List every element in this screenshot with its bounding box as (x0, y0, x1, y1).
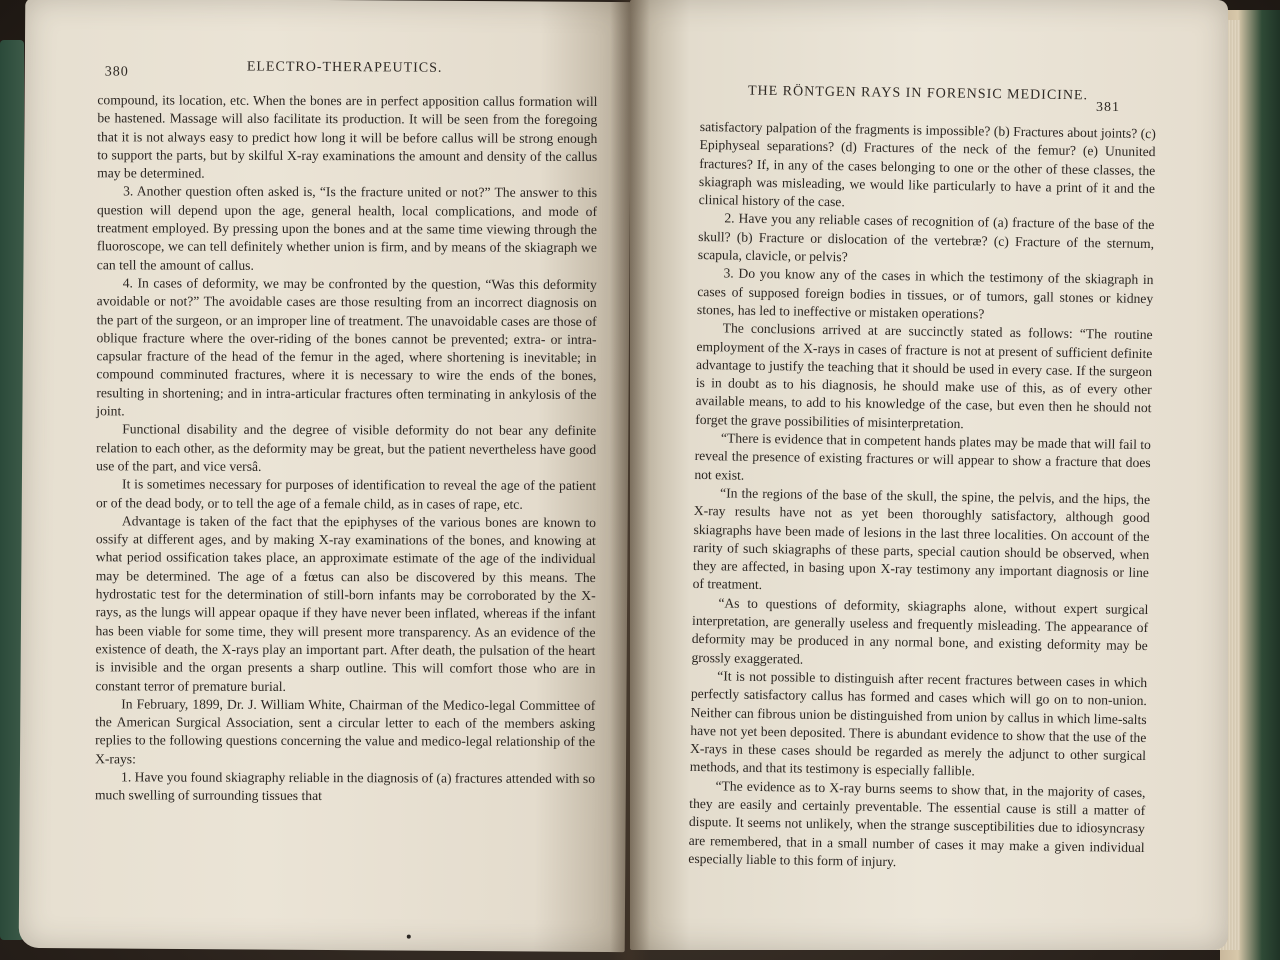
right-paragraph-5: “There is evidence that in competent hands plates may be made that will fail to reveal the presence of existing fractures or will appear to show a fracture that does not exist. (694, 430, 1152, 483)
right-paragraph-1: satisfactory palpation of the fragments is impossible? (b) Fractures about joints? (c) Epiphyseal separations? (d) Fractures of the neck of the femur? (e) Ununited fractures? If, in any of the cases belonging to one or the other of these classes, the skiagraph was misleading, we would like particularly to have a print of it and the clinical history of the case. (698, 118, 1156, 210)
right-paragraph-8: “It is not possible to distinguish after recent fractures between cases in which perfectly satisfactory callus has formed and cases which will go on to non-union. Neither can fibrous union be distinguished from union by callus in which lime-salts have not yet been deposited. There is abundant evidence to show that the use of the X-rays in these cases should be regarded as merely the adjunct to other surgical methods, and that its testimony is especially fallible. (689, 668, 1148, 779)
right-running-head: THE RÖNTGEN RAYS IN FORENSIC MEDICINE. (747, 83, 1089, 104)
right-paragraph-7: “As to questions of deformity, skiagraphs alone, without expert surgical interpretation, are generally useless and frequently misleading. The appearance of deformity may be produced in any normal bone, and existing deformity may be grossly exaggerated. (691, 595, 1149, 667)
left-paragraph-4: Functional disability and the degree of visible deformity do not bear any definite relation to each other, as the deformity may be great, but the patient nevertheless have good use of the part, and vice versâ. (96, 421, 597, 474)
left-paragraph-1: compound, its location, etc. When the bones are in perfect apposition callus formation will be hastened. Massage will also facilitate its production. It will be seen from the foregoing that it is not always easy to predict how long it will be before callus will be strong enough to support the parts, but by skilful X-ray examinations the amount and density of the callus may be determined. (97, 92, 598, 181)
right-page-text (688, 118, 1156, 875)
right-page-number: 381 (1096, 100, 1120, 115)
right-paragraph-6: “In the regions of the base of the skull, the spine, the pelvis, and the hips, the X-ray results have not as yet been thoroughly satisfactory, although good skiagraphs have been made of lesions in the last three localities. On account of the rarity of such skiagraphs of these parts, special caution should be observed, when they are affected, in basing upon X-ray testimony any important diagnosis or line of treatment. (692, 485, 1151, 593)
right-paragraph-2: 2. Have you any reliable cases of recognition of (a) fracture of the base of the skull? (b) Fracture or dislocation of the vertebræ? (c) Fracture of the sternum, scapula, clavicle, or pelvis? (697, 210, 1155, 265)
left-paragraph-2: 3. Another question often asked is, “Is the fracture united or not?” The answer to this question will depend upon the age, general health, local complications, and mode of treatment employed. By pressing upon the bones and at the same time viewing through the fluoroscope, we can tell definitely whether union is firm, and by means of the skiagraph we can tell the amount of callus. (96, 183, 598, 273)
left-page-number: 380 (104, 64, 129, 80)
left-paragraph-3: 4. In cases of deformity, we may be confronted by the question, “Was this deformity avoidable or not?” The avoidable cases are those resulting from an incorrect diagnosis on the part of the surgeon, or an improper line of treatment. The unavoidable cases are those of oblique fracture where the over-riding of the bones cannot be prevented; extra- or intra-capsular fracture of the head of the femur in the aged, where shortening is inevitable; in compound comminuted fractures, where it is necessary to wire the ends of the bones, resulting in shortening; and in intra-articular fractures often terminating in ankylosis of the joint. (96, 275, 597, 419)
right-paragraph-4: The conclusions arrived at are succinctly stated as follows: “The routine employment of the X-rays in cases of fracture is not at present of sufficient definite advantage to justify the teaching that it should be used in every case. If the surgeon is in doubt as to his diagnosis, he should make use of this, as of every other available means, to add to his knowledge of the case, but even then he should not forget the grave possibilities of misinterpretation. (695, 320, 1153, 431)
page-speck (407, 935, 411, 939)
left-paragraph-5: It is sometimes necessary for purposes of identification to reveal the age of the patient or of the dead body, or to tell the age of a female child, as in cases of rape, etc. (95, 476, 597, 512)
left-running-head: ELECTRO-THERAPEUTICS. (246, 59, 443, 76)
left-paragraph-7: In February, 1899, Dr. J. William White, Chairman of the Medico-legal Committee of the American Surgical Association, sent a circular letter to each of the members asking replies to the following questions concerning the value and medico-legal relationship of the X-rays: (95, 696, 596, 767)
right-paragraph-3: 3. Do you know any of the cases in which the testimony of the skiagraph in cases of supposed foreign bodies in tissues, or of tumors, gall stones or kidney stones, has led to ineffective or mistaken operations? (696, 265, 1154, 322)
right-paragraph-9: “The evidence as to X-ray burns seems to show that, in the majority of cases, they are easily and certainly preventable. The essential cause is still a matter of dispute. It seems not unlikely, when the strange susceptibilities due to idiosyncrasy are remembered, that in a small number of cases it may make a given individual especially liable to this form of injury. (688, 778, 1146, 870)
left-paragraph-8: 1. Have you found skiagraphy reliable in the diagnosis of (a) fractures attended with so much swelling of surrounding tissues that (94, 769, 596, 804)
right-page (630, 0, 1228, 950)
left-page-text (95, 91, 597, 806)
left-page (19, 0, 632, 952)
book-gutter-shadow (610, 0, 650, 960)
left-paragraph-6: Advantage is taken of the fact that the epiphyses of the various bones are known to ossify at different ages, and by making X-ray examinations of the bones, and knowing at what period ossification takes place, an approximate estimate of the age of the individual may be determined. The age of a fœtus can also be discovered by this means. The hydrostatic test for the determination of still-born infants may be corroborated by the X-rays, as the lungs will appear opaque if they have never been inflated, whereas if the infant has been viable for some time, they will present more transparency. As an evidence of the existence of death, the X-rays play an important part. After death, the pulsation of the heart is invisible and the organ presents a sharp outline. This will comfort those who are in constant terror of premature burial. (95, 513, 596, 694)
